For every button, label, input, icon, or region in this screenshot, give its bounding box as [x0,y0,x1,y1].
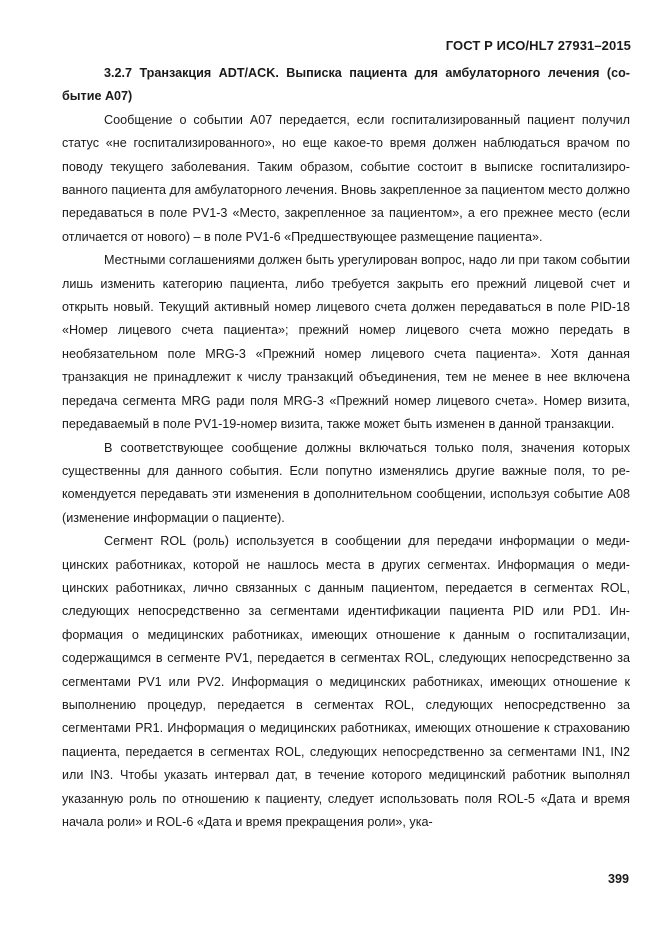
page-content [62,62,630,834]
standard-header: ГОСТ Р ИСО/HL7 27931–2015 [445,38,631,53]
paragraph-2: Местными соглашениями должен быть урегулирован вопрос, надо ли при таком событии лишь изменить категорию пациента, либо требуется закрыть его прежний лицевой счет и открыть новый. Текущий активный номер лицевого счета должен передаваться в поле PID-18 «Номер лицевого счета пациента»; прежний номер лицевого счета можно передать в необязательном поле MRG-3 «Прежний номер лицевого счета пациента». Хотя данная транзакция не принадлежит к числу транзакций объединения, тем не менее в нее включена передача сегмента MRG ради поля MRG-3 «Прежний номер лицевого счета». Номер визита, передаваемый в поле PV1-19-номер визита, также может быть изменен в данной транзакции. [62,253,630,432]
paragraph-4: Сегмент ROL (роль) используется в сообщении для передачи информации о медицинских работниках, которой не нашлось места в других сегментах. Информация о медицинских работниках, лично связанных с данным пациентом, передается в сегментах ROL, следующих непосредственно за сегментами идентификации пациента PID или PD1. Информация о медицинских работниках, имеющих отношение к данным о госпитализации, содержащимся в сегменте PV1, передается в сегментах ROL, следующих непосредственно за сегментами PV1 или PV2. Информация о медицинских работниках, имеющих отношение к выполнению процедур, передается в сегментах ROL, следующих непосредственно за сегментами PR1. Информация о медицинских работниках, имеющих отношение к страхованию пациента, передается в сегментах ROL, следующих непосредственно за сегментами IN1, IN2 или IN3. Чтобы указать интервал дат, в течение которого медицинский работник выполнял указанную роль по отношению к пациенту, следует использовать поля ROL-5 «Дата и время начала роли» и ROL-6 «Дата и время прекращения роли», ука- [62,534,630,829]
page-number: 399 [607,872,629,886]
paragraph-1: Сообщение о событии A07 передается, если госпитализированный пациент получил статус «не госпитализированного», но еще какое-то время должен наблюдаться врачом по поводу текущего заболевания. Таким образом, событие состоит в выписке госпитализированного пациента для амбулаторного лечения. Вновь закрепленное за пациентом место должно передаваться в поле PV1-3 «Место, закрепленное за пациентом», а его прежнее место (если отличается от нового) – в поле PV1-6 «Предшествующее размещение пациента». [62,112,630,244]
paragraph-3: В соответствующее сообщение должны включаться только поля, значения которых существенны для данного события. Если попутно изменялись другие важные поля, то рекомендуется передавать эти изменения в дополнительном сообщении, используя событие A08 (изменение информации о пациенте). [62,440,630,525]
section-title: 3.2.7 Транзакция ADT/ACK. Выписка пациента для амбулаторного лечения (событие A07) [62,66,630,104]
